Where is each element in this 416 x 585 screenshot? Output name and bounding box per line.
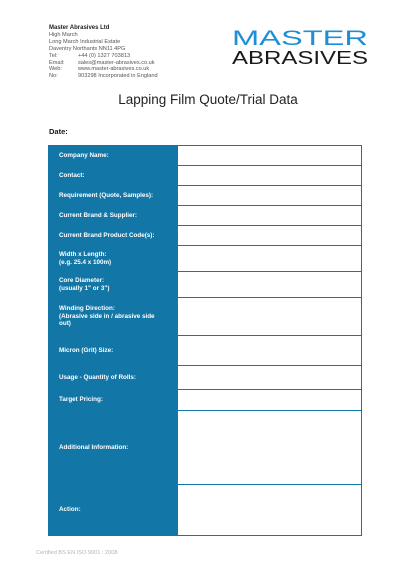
action-input[interactable] xyxy=(179,485,361,535)
address-line: Daventry Northants NN11 4PG xyxy=(49,45,126,52)
contact-label: Email: xyxy=(49,59,65,66)
address-line: High March xyxy=(49,31,78,38)
contact-value: 903298 Incorporated in England xyxy=(78,73,158,80)
field-label: Current Brand Product Code(s): xyxy=(59,231,155,239)
contact-input[interactable] xyxy=(179,166,361,185)
contact-value: +44 (0) 1327 703813 xyxy=(78,52,131,59)
contact-web xyxy=(49,66,158,73)
page-title: Lapping Film Quote/Trial Data xyxy=(118,92,298,107)
certification-footer: Certified BS EN ISO 9001 : 2008 xyxy=(36,550,118,556)
form-row-action xyxy=(49,484,361,535)
contact-label: No: xyxy=(49,73,58,80)
contact-email xyxy=(49,60,158,67)
field-label: Current Brand & Supplier: xyxy=(59,211,138,219)
date-label: Date: xyxy=(49,127,68,136)
contact-label: Tel: xyxy=(49,52,58,59)
form-row-width-length xyxy=(49,245,361,271)
winding-direction-input[interactable] xyxy=(179,298,361,335)
contact-registration xyxy=(49,73,158,80)
address-line: Long March Industrial Estate xyxy=(49,38,121,45)
field-label: Winding Direction: (Abrasive side in / abrasive side out) xyxy=(59,304,155,328)
form-row-current-brand xyxy=(49,205,361,225)
field-label: Micron (Grit) Size: xyxy=(59,346,114,354)
form-row-additional-info xyxy=(49,410,361,484)
contact-value: sales@master-abrasives.co.uk xyxy=(78,59,155,66)
contact-tel xyxy=(49,53,158,60)
core-diameter-input[interactable] xyxy=(179,272,361,297)
company-details xyxy=(49,25,158,80)
company-name: Master Abrasives Ltd xyxy=(49,25,110,31)
field-label: Width x Length: (e.g. 25.4 x 100m) xyxy=(59,250,112,266)
master-abrasives-logo xyxy=(230,26,370,68)
contact-label: Web: xyxy=(49,66,62,73)
width-length-input[interactable] xyxy=(179,246,361,271)
field-label: Additional Information: xyxy=(59,443,129,451)
field-label: Company Name: xyxy=(59,151,109,159)
form-row-target-pricing xyxy=(49,389,361,410)
form-row-contact xyxy=(49,165,361,185)
requirement-input[interactable] xyxy=(179,186,361,205)
form-row-product-codes xyxy=(49,225,361,245)
quote-form-table xyxy=(48,145,362,536)
micron-size-input[interactable] xyxy=(179,336,361,365)
form-row-usage-quantity xyxy=(49,365,361,389)
form-row-requirement xyxy=(49,185,361,205)
usage-quantity-input[interactable] xyxy=(179,366,361,389)
field-label: Target Pricing: xyxy=(59,396,103,404)
form-row-micron-size xyxy=(49,335,361,365)
target-pricing-input[interactable] xyxy=(179,390,361,410)
field-label: Usage - Quantity of Rolls: xyxy=(59,373,136,381)
form-row-winding-direction xyxy=(49,297,361,335)
form-row-company-name xyxy=(49,146,361,165)
contact-value: www.master-abrasives.co.uk xyxy=(78,66,150,73)
field-label: Core Diameter: (usually 1" or 3") xyxy=(59,276,110,292)
field-label: Action: xyxy=(59,506,81,514)
company-name-input[interactable] xyxy=(179,146,361,165)
current-brand-input[interactable] xyxy=(179,206,361,225)
logo-line-master: MASTER xyxy=(232,27,368,50)
product-codes-input[interactable] xyxy=(179,226,361,245)
form-row-core-diameter xyxy=(49,271,361,297)
additional-info-input[interactable] xyxy=(179,411,361,484)
field-label: Contact: xyxy=(59,171,85,179)
field-label: Requirement (Quote, Samples): xyxy=(59,191,154,199)
logo-line-abrasives: ABRASIVES xyxy=(232,48,368,68)
